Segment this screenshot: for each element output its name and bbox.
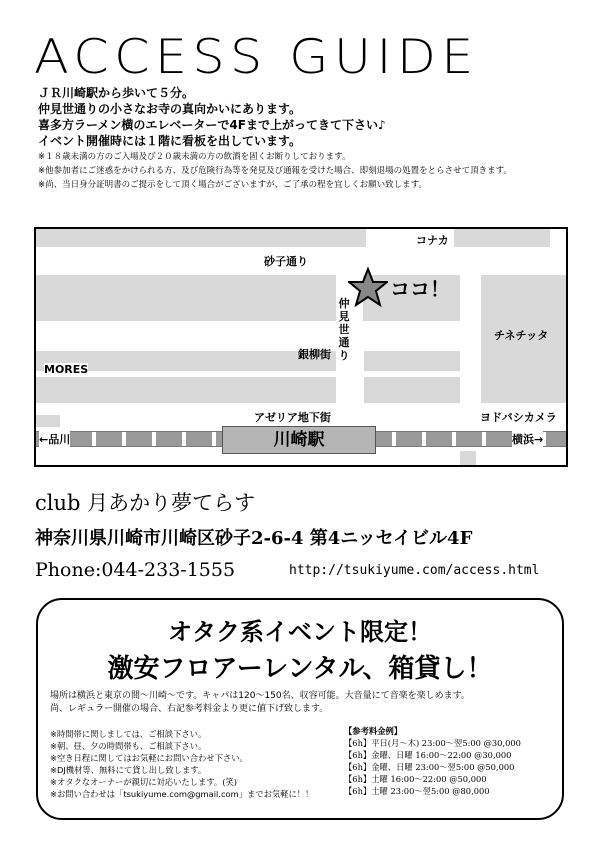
rental-description	[50, 690, 555, 716]
intro-line: 喜多方ラーメン横のエレベーターで4Fまで上がってきて下さい♪	[38, 118, 386, 132]
price-item: 【6h】金曜、日曜 23:00～翌5:00 @50,000	[344, 762, 515, 772]
rental-desc-line: 尚、レギュラー開催の場合、右記参考料金より更に値下げ致します。	[50, 704, 329, 714]
map-block	[36, 415, 60, 427]
club-url[interactable]: http://tsukiyume.com/access.html	[289, 563, 540, 578]
koko-label: ココ！	[390, 277, 450, 301]
club-phone: Phone:044-233-1555	[35, 559, 236, 581]
map-block	[36, 275, 336, 321]
map-block	[364, 351, 460, 371]
nakamise-dori-label: 仲見世通り	[338, 297, 350, 362]
azalea-label: アゼリア地下街	[254, 411, 331, 424]
kawasaki-station: 川崎駅	[222, 426, 376, 454]
yodobashi-label: ヨドバシカメラ	[480, 411, 557, 424]
rental-note: ※空き日程に関してはお気軽にお問い合わせ下さい。	[50, 753, 248, 763]
shinagawa-label: ←品川	[39, 433, 71, 446]
konaka-label: コナカ	[416, 234, 449, 247]
price-header: 【参考料金例】	[344, 726, 403, 736]
rental-note: ※DJ機材等、無料にて貸し出し致します。	[50, 765, 207, 775]
rental-desc-line: 場所は横浜と東京の間～川崎～です。キャパは120～150名、収容可能。大音量にて音楽を楽しめます。	[50, 691, 470, 701]
price-list	[344, 725, 521, 797]
page-title: ACCESS GUIDE	[34, 30, 479, 85]
map-block	[36, 377, 336, 403]
intro-note: ※１８歳未満の方のご入場及び２０歳未満の方の飲酒を固くお断りしております。	[38, 152, 351, 162]
sunago-dori-label: 砂子通り	[264, 255, 308, 268]
mores-label: MORES	[44, 363, 89, 376]
price-item: 【6h】平日(月～木) 23:00～翌5:00 @30,000	[344, 738, 521, 748]
ginryugai-label: 銀柳街	[298, 348, 331, 361]
star-icon	[348, 267, 388, 307]
intro-section	[38, 85, 578, 191]
map-block	[454, 229, 550, 247]
intro-line: イベント開催時には１階に看板を出しています。	[38, 134, 302, 148]
rental-note: ※朝、昼、夕の時間帯も、ご相談下さい。	[50, 741, 207, 751]
intro-note: ※他参加者にご迷惑をかけられる方、及び危険行為等を発見及び通報を受けた場合、即刻退場の処置をとらさせて頂きます。	[38, 166, 512, 176]
yokohama-label: 横浜→	[512, 433, 544, 446]
map-block	[364, 377, 460, 403]
club-address: 神奈川県川崎市川崎区砂子2-6-4 第4ニッセイビル4F	[35, 528, 473, 549]
intro-line: ＪＲ川崎駅から歩いて５分。	[38, 86, 195, 100]
rental-headline-1: オタク系イベント限定！	[168, 618, 432, 646]
rental-note: ※時間帯に関しましては、ご相談下さい。	[50, 729, 207, 739]
price-item: 【6h】金曜、日曜 16:00～22:00 @30,000	[344, 750, 512, 760]
access-map	[34, 227, 568, 467]
rental-box	[36, 598, 564, 820]
club-name: club 月あかり夢てらす	[35, 491, 256, 515]
price-item: 【6h】土曜 16:00～22:00 @50,000	[344, 774, 487, 784]
rental-note: ※オタクなオーナーが親切に対応いたします。(笑)	[50, 777, 237, 787]
intro-note: ※尚、当日身分証明書のご提示をして頂く場合がございますが、ご了承の程を宜しくお願い致します。	[38, 180, 427, 190]
rental-headline-2: 激安フロアーレンタル、箱貸し！	[107, 654, 493, 684]
intro-line: 仲見世通りの小さなお寺の真向かいにあります。	[38, 102, 302, 116]
price-item: 【6h】土曜 23:00～翌5:00 @80,000	[344, 786, 490, 796]
cinecitta-label: チネチッタ	[494, 329, 549, 342]
rental-note: ※お問い合わせは「tsukiyume.com@gmail.com」までお気軽に！！	[50, 789, 314, 799]
rental-notes	[50, 728, 313, 800]
map-block	[460, 451, 476, 465]
map-block	[36, 229, 366, 247]
